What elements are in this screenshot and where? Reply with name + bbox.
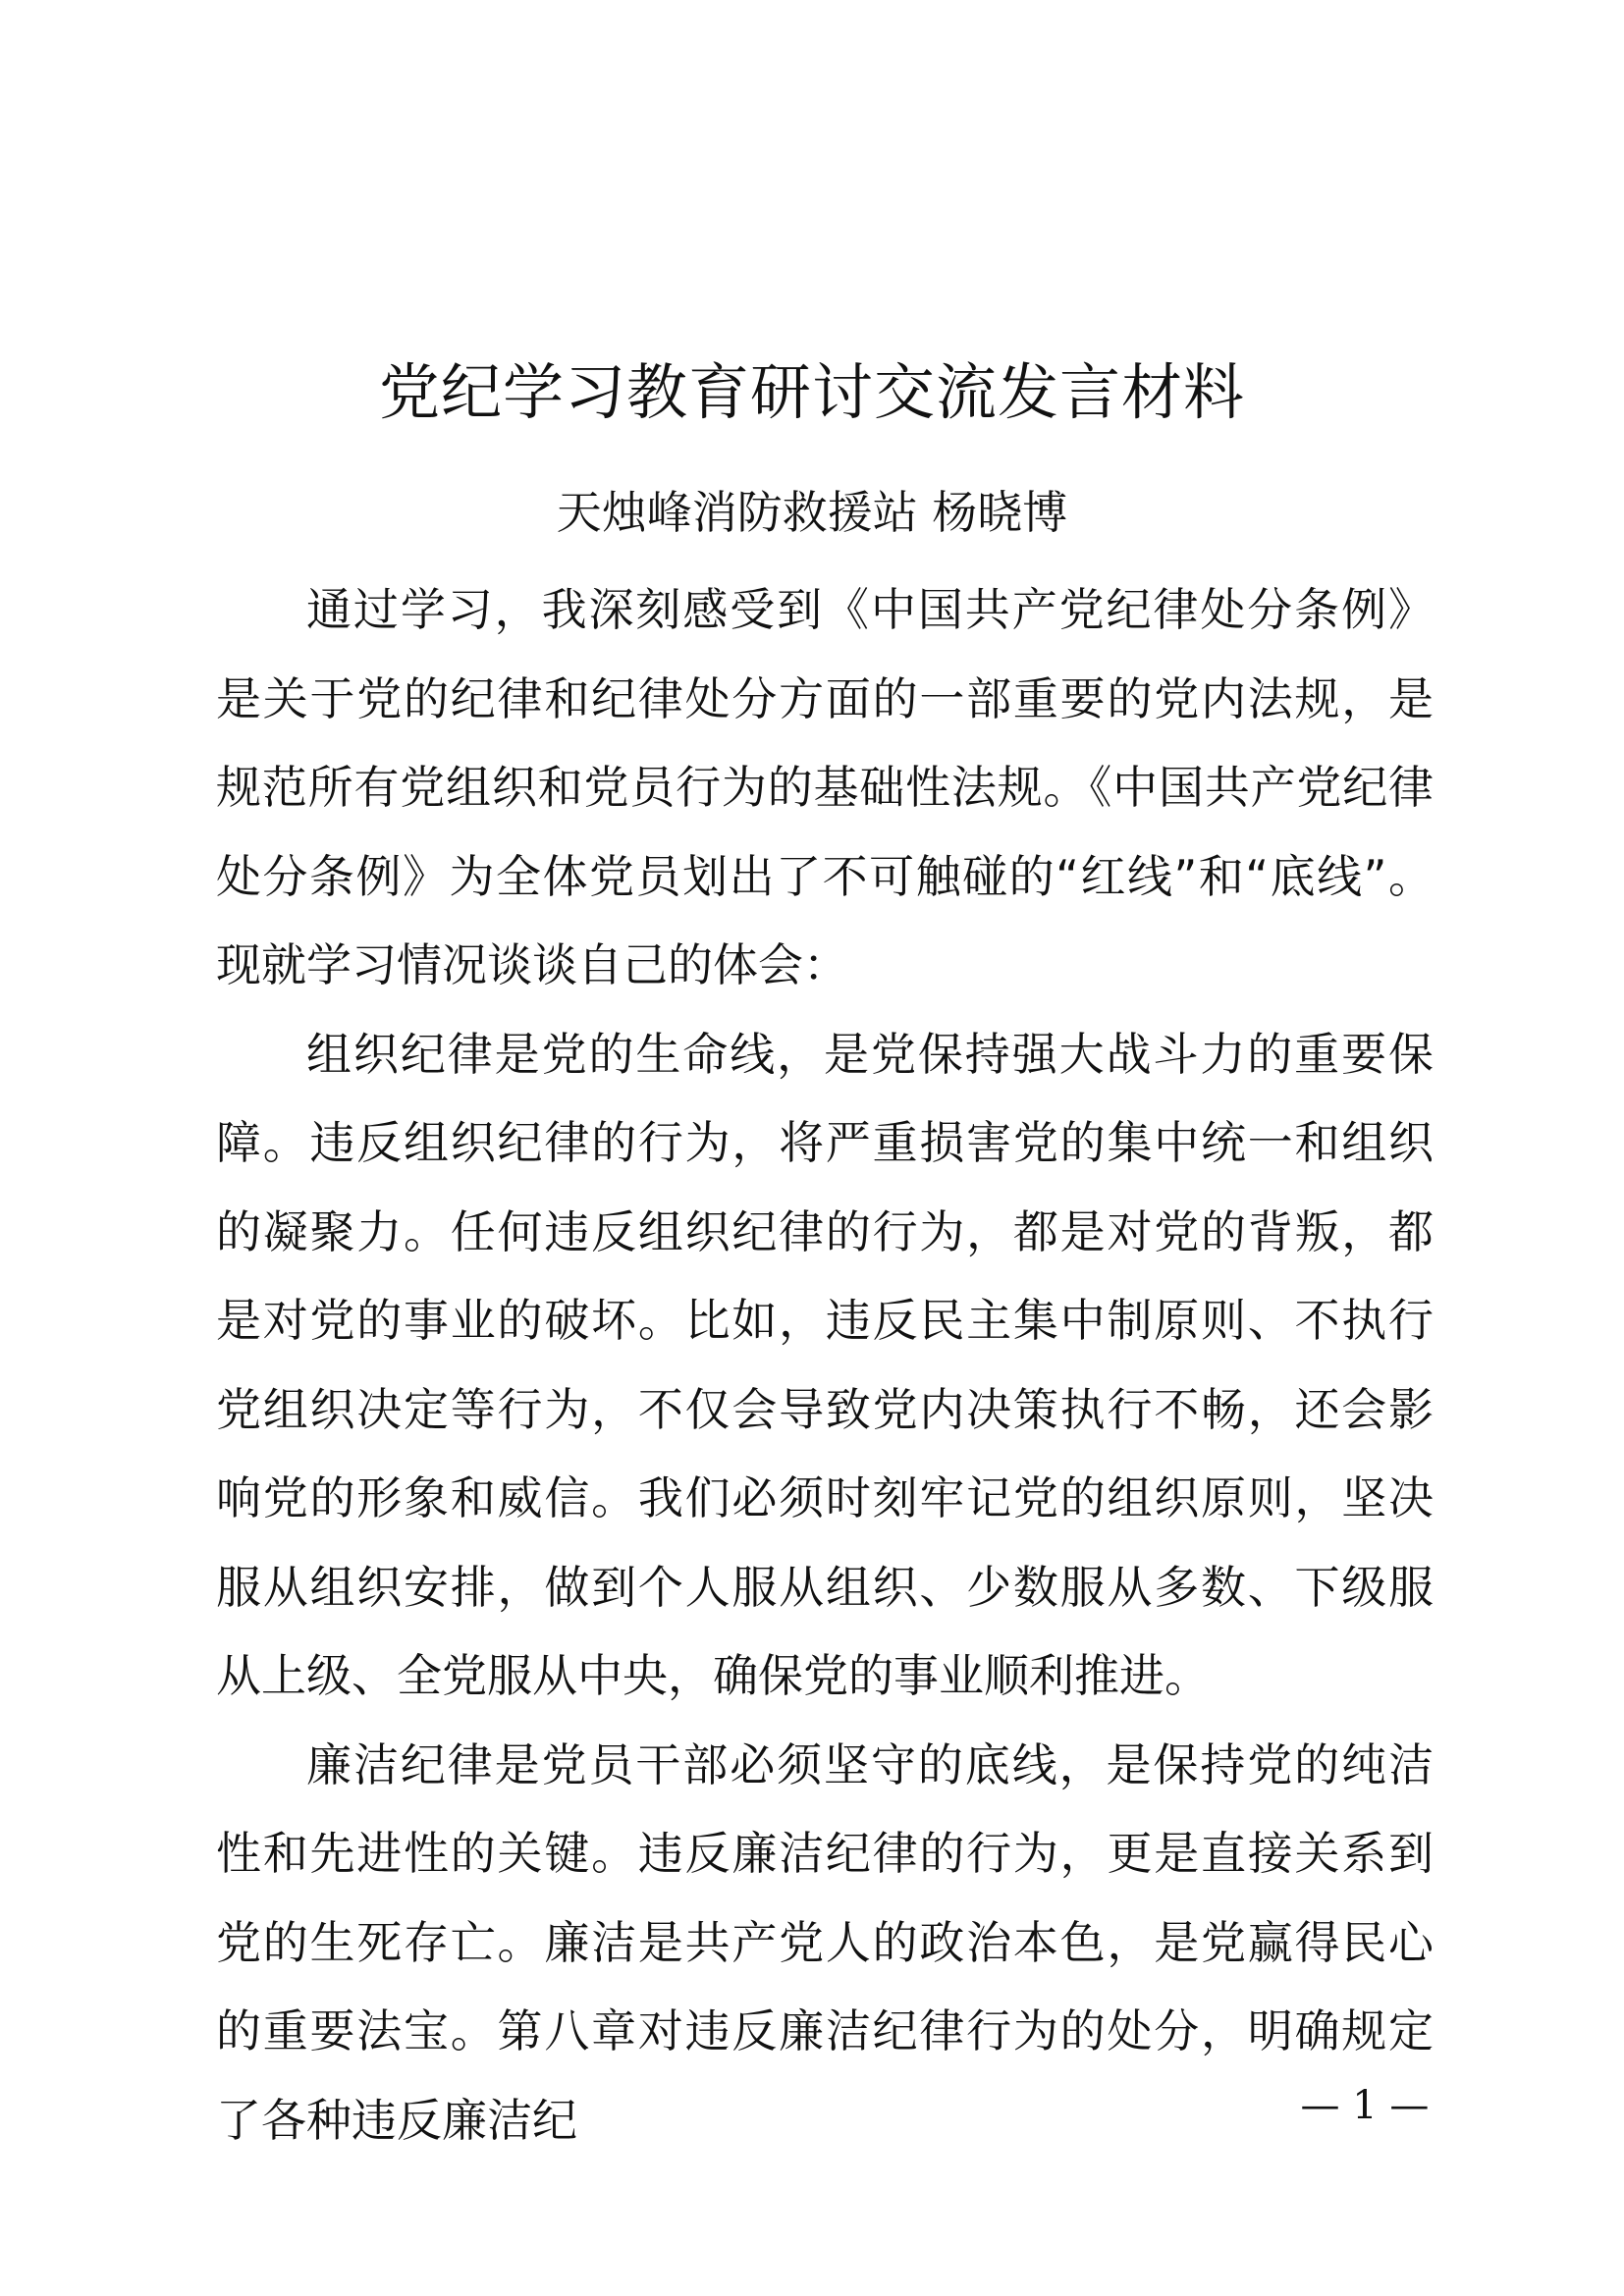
- document-body: [216, 565, 1434, 2164]
- document-author: 天烛峰消防救援站 杨晓博: [556, 486, 1068, 539]
- paragraph-intro: 通过学习，我深刻感受到《中国共产党纪律处分条例》是关于党的纪律和纪律处分方面的一部重要的党内法规，是规范所有党组织和党员行为的基础性法规。《中国共产党纪律处分条例》为全体党员划出了不可触碰的“红线”和“底线”。现就学习情况谈谈自己的体会：: [216, 583, 1434, 991]
- document-title: 党纪学习教育研讨交流发言材料: [378, 356, 1245, 428]
- paragraph-integrity-discipline: 廉洁纪律是党员干部必须坚守的底线，是保持党的纯洁性和先进性的关键。违反廉洁纪律的行为，更是直接关系到党的生死存亡。廉洁是共产党人的政治本色，是党赢得民心的重要法宝。第八章对违反廉洁纪律行为的处分，明确规定了各种违反廉洁纪: [216, 1737, 1434, 2147]
- paragraph-organization-discipline: 组织纪律是党的生命线，是党保持强大战斗力的重要保障。违反组织纪律的行为，将严重损害党的集中统一和组织的凝聚力。任何违反组织纪律的行为，都是对党的背叛，都是对党的事业的破坏。比如，违反民主集中制原则、不执行党组织决定等行为，不仅会导致党内决策执行不畅，还会影响党的形象和威信。我们必须时刻牢记党的组织原则，坚决服从组织安排，做到个人服从组织、少数服从多数、下级服从上级、全党服从中央，确保党的事业顺利推进。: [216, 1027, 1434, 1702]
- page-number: — 1 —: [1300, 2083, 1430, 2128]
